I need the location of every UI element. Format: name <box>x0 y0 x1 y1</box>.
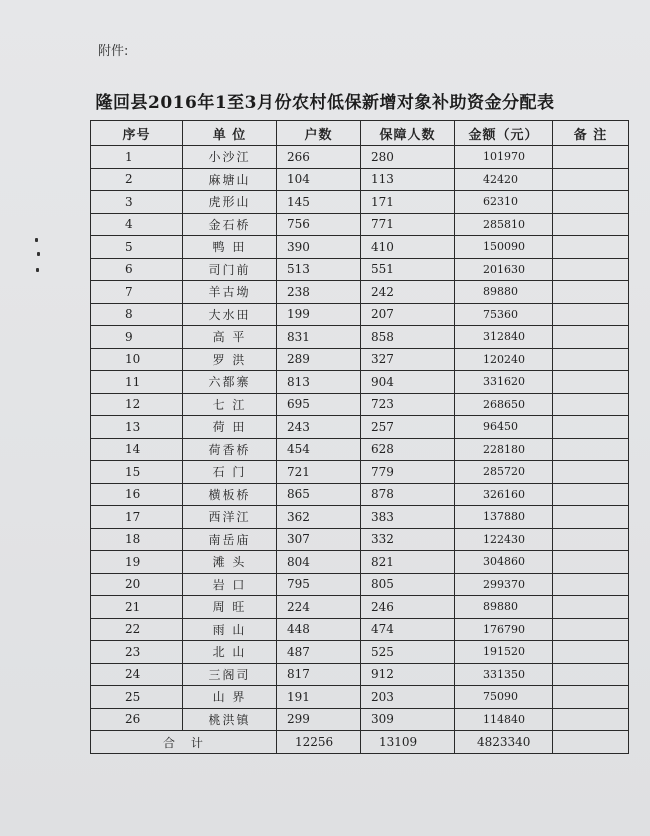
cell-remark <box>553 686 629 709</box>
cell-amount: 137880 <box>455 506 553 529</box>
cell-amount: 191520 <box>455 641 553 664</box>
cell-persons: 257 <box>361 416 455 439</box>
cell-seq: 21 <box>91 596 183 619</box>
cell-seq: 12 <box>91 393 183 416</box>
cell-persons: 280 <box>361 146 455 169</box>
cell-remark <box>553 551 629 574</box>
cell-amount: 120240 <box>455 348 553 371</box>
cell-seq: 14 <box>91 438 183 461</box>
cell-unit: 小沙江 <box>183 146 277 169</box>
table-row <box>91 348 629 371</box>
cell-remark <box>553 663 629 686</box>
header-remark: 备 注 <box>553 121 629 146</box>
table-row <box>91 551 629 574</box>
cell-amount: 326160 <box>455 483 553 506</box>
table-row <box>91 461 629 484</box>
table-row <box>91 596 629 619</box>
cell-households: 362 <box>277 506 361 529</box>
cell-remark <box>553 348 629 371</box>
cell-remark <box>553 213 629 236</box>
header-households: 户数 <box>277 121 361 146</box>
cell-remark <box>553 416 629 439</box>
cell-seq: 8 <box>91 303 183 326</box>
cell-persons: 628 <box>361 438 455 461</box>
cell-amount: 101970 <box>455 146 553 169</box>
cell-unit: 罗 洪 <box>183 348 277 371</box>
cell-remark <box>553 708 629 731</box>
cell-households: 454 <box>277 438 361 461</box>
cell-seq: 6 <box>91 258 183 281</box>
cell-amount: 96450 <box>455 416 553 439</box>
cell-persons: 171 <box>361 191 455 214</box>
table-row <box>91 393 629 416</box>
cell-unit: 荷香桥 <box>183 438 277 461</box>
header-amount: 金额（元） <box>455 121 553 146</box>
cell-unit: 岩 口 <box>183 573 277 596</box>
cell-unit: 虎形山 <box>183 191 277 214</box>
cell-persons: 113 <box>361 168 455 191</box>
table-row <box>91 236 629 259</box>
total-row <box>91 731 629 754</box>
cell-unit: 金石桥 <box>183 213 277 236</box>
cell-persons: 723 <box>361 393 455 416</box>
table-row <box>91 258 629 281</box>
table-row <box>91 708 629 731</box>
cell-households: 307 <box>277 528 361 551</box>
table-row <box>91 641 629 664</box>
cell-unit: 大水田 <box>183 303 277 326</box>
table-header-row <box>91 121 629 146</box>
table-row <box>91 213 629 236</box>
cell-amount: 176790 <box>455 618 553 641</box>
cell-households: 145 <box>277 191 361 214</box>
cell-remark <box>553 258 629 281</box>
cell-amount: 268650 <box>455 393 553 416</box>
cell-households: 804 <box>277 551 361 574</box>
table-row <box>91 506 629 529</box>
cell-households: 817 <box>277 663 361 686</box>
total-persons: 13109 <box>361 731 455 754</box>
total-label: 合 计 <box>91 731 277 754</box>
table-row <box>91 281 629 304</box>
cell-unit: 高 平 <box>183 326 277 349</box>
table-row <box>91 326 629 349</box>
cell-amount: 304860 <box>455 551 553 574</box>
cell-remark <box>553 506 629 529</box>
cell-amount: 285720 <box>455 461 553 484</box>
table-body <box>91 146 629 731</box>
header-seq: 序号 <box>91 121 183 146</box>
cell-households: 487 <box>277 641 361 664</box>
cell-households: 390 <box>277 236 361 259</box>
cell-households: 795 <box>277 573 361 596</box>
cell-seq: 4 <box>91 213 183 236</box>
cell-amount: 42420 <box>455 168 553 191</box>
cell-unit: 横板桥 <box>183 483 277 506</box>
cell-amount: 228180 <box>455 438 553 461</box>
cell-unit: 山 界 <box>183 686 277 709</box>
cell-remark <box>553 528 629 551</box>
cell-persons: 203 <box>361 686 455 709</box>
cell-unit: 南岳庙 <box>183 528 277 551</box>
cell-persons: 821 <box>361 551 455 574</box>
cell-seq: 5 <box>91 236 183 259</box>
cell-unit: 司门前 <box>183 258 277 281</box>
cell-seq: 16 <box>91 483 183 506</box>
cell-households: 831 <box>277 326 361 349</box>
cell-remark <box>553 236 629 259</box>
cell-amount: 312840 <box>455 326 553 349</box>
table-row <box>91 168 629 191</box>
cell-remark <box>553 596 629 619</box>
scan-speck <box>35 238 38 242</box>
table-row <box>91 438 629 461</box>
table-row <box>91 483 629 506</box>
cell-households: 191 <box>277 686 361 709</box>
cell-persons: 242 <box>361 281 455 304</box>
cell-households: 224 <box>277 596 361 619</box>
cell-amount: 331350 <box>455 663 553 686</box>
cell-amount: 114840 <box>455 708 553 731</box>
header-unit: 单 位 <box>183 121 277 146</box>
header-persons: 保障人数 <box>361 121 455 146</box>
cell-persons: 771 <box>361 213 455 236</box>
cell-seq: 11 <box>91 371 183 394</box>
allocation-table <box>90 120 629 754</box>
cell-unit: 六都寨 <box>183 371 277 394</box>
cell-remark <box>553 146 629 169</box>
table-row <box>91 686 629 709</box>
cell-seq: 20 <box>91 573 183 596</box>
cell-seq: 24 <box>91 663 183 686</box>
table-row <box>91 371 629 394</box>
cell-households: 695 <box>277 393 361 416</box>
cell-amount: 75360 <box>455 303 553 326</box>
cell-unit: 麻塘山 <box>183 168 277 191</box>
cell-amount: 75090 <box>455 686 553 709</box>
cell-households: 243 <box>277 416 361 439</box>
cell-persons: 525 <box>361 641 455 664</box>
table-row <box>91 528 629 551</box>
cell-unit: 桃洪镇 <box>183 708 277 731</box>
cell-households: 238 <box>277 281 361 304</box>
cell-unit: 西洋江 <box>183 506 277 529</box>
cell-persons: 474 <box>361 618 455 641</box>
scan-speck <box>36 268 39 272</box>
cell-remark <box>553 326 629 349</box>
cell-seq: 7 <box>91 281 183 304</box>
cell-remark <box>553 641 629 664</box>
cell-seq: 10 <box>91 348 183 371</box>
cell-remark <box>553 483 629 506</box>
cell-seq: 9 <box>91 326 183 349</box>
cell-amount: 331620 <box>455 371 553 394</box>
cell-remark <box>553 393 629 416</box>
document-title: 隆回县2016年1至3月份农村低保新增对象补助资金分配表 <box>95 93 555 113</box>
cell-remark <box>553 281 629 304</box>
cell-remark <box>553 371 629 394</box>
cell-amount: 89880 <box>455 281 553 304</box>
cell-seq: 23 <box>91 641 183 664</box>
cell-persons: 327 <box>361 348 455 371</box>
cell-persons: 207 <box>361 303 455 326</box>
cell-amount: 201630 <box>455 258 553 281</box>
cell-remark <box>553 438 629 461</box>
cell-households: 756 <box>277 213 361 236</box>
cell-persons: 332 <box>361 528 455 551</box>
table-row <box>91 573 629 596</box>
cell-households: 199 <box>277 303 361 326</box>
total-amount: 4823340 <box>455 731 553 754</box>
cell-persons: 805 <box>361 573 455 596</box>
total-households: 12256 <box>277 731 361 754</box>
table-row <box>91 663 629 686</box>
cell-unit: 北 山 <box>183 641 277 664</box>
cell-unit: 雨 山 <box>183 618 277 641</box>
cell-remark <box>553 191 629 214</box>
cell-unit: 三阁司 <box>183 663 277 686</box>
cell-households: 813 <box>277 371 361 394</box>
cell-persons: 551 <box>361 258 455 281</box>
cell-seq: 2 <box>91 168 183 191</box>
cell-seq: 26 <box>91 708 183 731</box>
cell-unit: 鸭 田 <box>183 236 277 259</box>
attachment-label: 附件: <box>98 44 129 59</box>
table-row <box>91 618 629 641</box>
cell-households: 266 <box>277 146 361 169</box>
cell-seq: 1 <box>91 146 183 169</box>
cell-amount: 299370 <box>455 573 553 596</box>
scan-speck <box>37 252 40 256</box>
cell-unit: 石 门 <box>183 461 277 484</box>
cell-remark <box>553 168 629 191</box>
cell-seq: 13 <box>91 416 183 439</box>
cell-seq: 19 <box>91 551 183 574</box>
cell-seq: 3 <box>91 191 183 214</box>
cell-seq: 17 <box>91 506 183 529</box>
cell-persons: 912 <box>361 663 455 686</box>
cell-households: 104 <box>277 168 361 191</box>
cell-households: 299 <box>277 708 361 731</box>
cell-households: 448 <box>277 618 361 641</box>
cell-households: 865 <box>277 483 361 506</box>
cell-households: 721 <box>277 461 361 484</box>
total-remark <box>553 731 629 754</box>
cell-persons: 779 <box>361 461 455 484</box>
cell-amount: 89880 <box>455 596 553 619</box>
cell-remark <box>553 303 629 326</box>
table-row <box>91 416 629 439</box>
cell-seq: 22 <box>91 618 183 641</box>
cell-amount: 62310 <box>455 191 553 214</box>
cell-persons: 309 <box>361 708 455 731</box>
cell-unit: 周 旺 <box>183 596 277 619</box>
cell-persons: 410 <box>361 236 455 259</box>
cell-unit: 七 江 <box>183 393 277 416</box>
cell-persons: 878 <box>361 483 455 506</box>
cell-seq: 25 <box>91 686 183 709</box>
cell-unit: 滩 头 <box>183 551 277 574</box>
cell-amount: 150090 <box>455 236 553 259</box>
table-row <box>91 146 629 169</box>
table-row <box>91 303 629 326</box>
cell-remark <box>553 461 629 484</box>
cell-households: 289 <box>277 348 361 371</box>
cell-unit: 羊古坳 <box>183 281 277 304</box>
cell-persons: 246 <box>361 596 455 619</box>
cell-seq: 15 <box>91 461 183 484</box>
cell-persons: 858 <box>361 326 455 349</box>
cell-persons: 383 <box>361 506 455 529</box>
cell-amount: 122430 <box>455 528 553 551</box>
table-row <box>91 191 629 214</box>
cell-amount: 285810 <box>455 213 553 236</box>
cell-unit: 荷 田 <box>183 416 277 439</box>
cell-remark <box>553 618 629 641</box>
cell-remark <box>553 573 629 596</box>
cell-households: 513 <box>277 258 361 281</box>
cell-seq: 18 <box>91 528 183 551</box>
cell-persons: 904 <box>361 371 455 394</box>
